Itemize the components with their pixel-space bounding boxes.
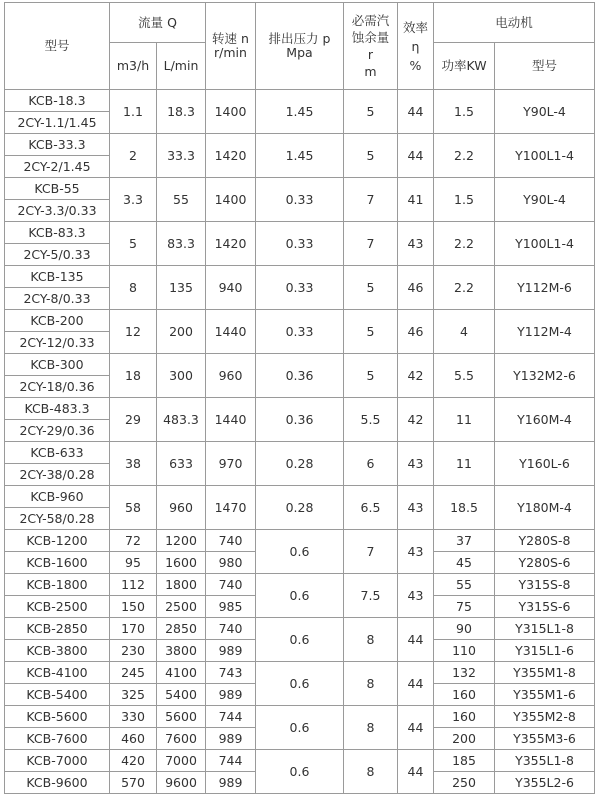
table-row [5,530,595,552]
model-cell: 2CY-2/1.45 [5,156,110,178]
table-row [5,90,595,112]
header-motor-power: 功率KW [434,43,495,90]
pressure-cell: 0.6 [256,618,344,662]
flow-m3h-cell: 29 [110,398,157,442]
model-cell: 2CY-1.1/1.45 [5,112,110,134]
flow-m3h-cell: 230 [110,640,157,662]
header-row-1 [5,3,595,43]
pressure-cell: 0.36 [256,398,344,442]
motor-power-cell: 11 [434,442,495,486]
motor-power-cell: 18.5 [434,486,495,530]
pressure-cell: 0.33 [256,222,344,266]
motor-model-cell: Y112M-6 [495,266,595,310]
model-cell: KCB-135 [5,266,110,288]
flow-m3h-cell: 5 [110,222,157,266]
motor-model-cell: Y355M1-8 [495,662,595,684]
speed-cell: 960 [206,354,256,398]
npsh-cell: 8 [344,662,398,706]
pressure-cell: 0.28 [256,486,344,530]
header-pressure [256,3,344,90]
flow-lmin-cell: 200 [157,310,206,354]
speed-cell: 744 [206,706,256,728]
model-cell: KCB-7000 [5,750,110,772]
motor-power-cell: 132 [434,662,495,684]
header-efficiency-line: η [411,38,420,54]
flow-m3h-cell: 3.3 [110,178,157,222]
flow-lmin-cell: 9600 [157,772,206,794]
flow-lmin-cell: 483.3 [157,398,206,442]
model-cell: 2CY-29/0.36 [5,420,110,442]
motor-model-cell: Y280S-8 [495,530,595,552]
table-row [5,178,595,200]
efficiency-cell: 43 [398,222,434,266]
model-cell: KCB-7600 [5,728,110,750]
model-cell: KCB-83.3 [5,222,110,244]
table-row [5,750,595,772]
motor-model-cell: Y160M-4 [495,398,595,442]
flow-m3h-cell: 72 [110,530,157,552]
motor-power-cell: 160 [434,706,495,728]
efficiency-cell: 42 [398,354,434,398]
motor-model-cell: Y315S-6 [495,596,595,618]
npsh-cell: 7 [344,222,398,266]
flow-lmin-cell: 7000 [157,750,206,772]
efficiency-cell: 44 [398,90,434,134]
flow-m3h-cell: 12 [110,310,157,354]
pressure-cell: 0.6 [256,574,344,618]
header-motor: 电动机 [434,3,595,43]
npsh-cell: 5 [344,90,398,134]
motor-model-cell: Y315L1-8 [495,618,595,640]
motor-model-cell: Y355M2-8 [495,706,595,728]
model-cell: KCB-3800 [5,640,110,662]
motor-model-cell: Y180M-4 [495,486,595,530]
header-speed [206,3,256,90]
efficiency-cell: 44 [398,618,434,662]
model-cell: KCB-200 [5,310,110,332]
motor-power-cell: 55 [434,574,495,596]
motor-power-cell: 250 [434,772,495,794]
motor-model-cell: Y355L1-8 [495,750,595,772]
npsh-cell: 7 [344,530,398,574]
model-cell: KCB-5600 [5,706,110,728]
motor-power-cell: 5.5 [434,354,495,398]
speed-cell: 1420 [206,222,256,266]
pressure-cell: 0.6 [256,530,344,574]
table-row [5,706,595,728]
flow-m3h-cell: 95 [110,552,157,574]
pressure-cell: 1.45 [256,90,344,134]
model-cell: KCB-1600 [5,552,110,574]
model-cell: KCB-633 [5,442,110,464]
model-cell: 2CY-12/0.33 [5,332,110,354]
flow-m3h-cell: 245 [110,662,157,684]
model-cell: 2CY-5/0.33 [5,244,110,266]
flow-m3h-cell: 2 [110,134,157,178]
header-npsh-line: m [364,64,377,79]
motor-power-cell: 2.2 [434,134,495,178]
flow-m3h-cell: 58 [110,486,157,530]
efficiency-cell: 46 [398,266,434,310]
table-body [5,90,595,794]
motor-model-cell: Y90L-4 [495,90,595,134]
motor-power-cell: 90 [434,618,495,640]
header-motor-model: 型号 [495,43,595,90]
speed-cell: 744 [206,750,256,772]
pressure-cell: 0.6 [256,750,344,794]
header-npsh-line: r [367,47,374,62]
speed-cell: 970 [206,442,256,486]
flow-m3h-cell: 460 [110,728,157,750]
flow-m3h-cell: 330 [110,706,157,728]
flow-lmin-cell: 3800 [157,640,206,662]
flow-lmin-cell: 55 [157,178,206,222]
flow-lmin-cell: 135 [157,266,206,310]
efficiency-cell: 44 [398,134,434,178]
header-efficiency [398,3,434,90]
table-row [5,398,595,420]
motor-power-cell: 110 [434,640,495,662]
speed-cell: 1400 [206,178,256,222]
flow-lmin-cell: 300 [157,354,206,398]
motor-model-cell: Y132M2-6 [495,354,595,398]
flow-m3h-cell: 112 [110,574,157,596]
flow-lmin-cell: 2850 [157,618,206,640]
flow-m3h-cell: 1.1 [110,90,157,134]
efficiency-cell: 44 [398,662,434,706]
flow-lmin-cell: 33.3 [157,134,206,178]
pressure-cell: 1.45 [256,134,344,178]
flow-lmin-cell: 83.3 [157,222,206,266]
npsh-cell: 7 [344,178,398,222]
motor-model-cell: Y90L-4 [495,178,595,222]
model-cell: KCB-1200 [5,530,110,552]
speed-cell: 1400 [206,90,256,134]
motor-power-cell: 4 [434,310,495,354]
flow-lmin-cell: 5600 [157,706,206,728]
speed-cell: 1470 [206,486,256,530]
flow-m3h-cell: 420 [110,750,157,772]
header-speed-line: 转速 n [212,31,249,46]
table-row [5,662,595,684]
pressure-cell: 0.28 [256,442,344,486]
motor-power-cell: 1.5 [434,178,495,222]
flow-lmin-cell: 1200 [157,530,206,552]
efficiency-cell: 44 [398,750,434,794]
efficiency-cell: 43 [398,486,434,530]
npsh-cell: 8 [344,618,398,662]
header-npsh-line: 蚀余量 [351,30,390,45]
motor-model-cell: Y355M1-6 [495,684,595,706]
flow-lmin-cell: 2500 [157,596,206,618]
efficiency-cell: 43 [398,530,434,574]
npsh-cell: 5.5 [344,398,398,442]
model-cell: KCB-33.3 [5,134,110,156]
motor-power-cell: 37 [434,530,495,552]
model-cell: KCB-483.3 [5,398,110,420]
motor-power-cell: 185 [434,750,495,772]
npsh-cell: 5 [344,354,398,398]
header-flow-lmin: L/min [157,43,206,90]
header-npsh [344,3,398,90]
pressure-cell: 0.33 [256,266,344,310]
flow-lmin-cell: 7600 [157,728,206,750]
npsh-cell: 5 [344,266,398,310]
speed-cell: 989 [206,684,256,706]
efficiency-cell: 44 [398,706,434,750]
model-cell: KCB-5400 [5,684,110,706]
model-cell: KCB-960 [5,486,110,508]
table-row [5,442,595,464]
flow-m3h-cell: 38 [110,442,157,486]
flow-m3h-cell: 325 [110,684,157,706]
header-flow: 流量 Q [110,3,206,43]
speed-cell: 740 [206,530,256,552]
model-cell: KCB-4100 [5,662,110,684]
pump-spec-table [4,2,595,794]
pressure-cell: 0.33 [256,178,344,222]
flow-lmin-cell: 5400 [157,684,206,706]
flow-m3h-cell: 170 [110,618,157,640]
header-flow-m3h: m3/h [110,43,157,90]
efficiency-cell: 41 [398,178,434,222]
model-cell: KCB-55 [5,178,110,200]
npsh-cell: 6 [344,442,398,486]
table-row [5,354,595,376]
model-cell: KCB-2850 [5,618,110,640]
flow-lmin-cell: 633 [157,442,206,486]
speed-cell: 1420 [206,134,256,178]
speed-cell: 985 [206,596,256,618]
flow-lmin-cell: 4100 [157,662,206,684]
header-pressure-line: Mpa [286,45,313,60]
efficiency-cell: 46 [398,310,434,354]
motor-power-cell: 2.2 [434,222,495,266]
model-cell: 2CY-58/0.28 [5,508,110,530]
pressure-cell: 0.36 [256,354,344,398]
speed-cell: 1440 [206,398,256,442]
npsh-cell: 8 [344,750,398,794]
motor-power-cell: 11 [434,398,495,442]
motor-model-cell: Y355L2-6 [495,772,595,794]
header-efficiency-line: % [409,57,422,73]
speed-cell: 989 [206,728,256,750]
speed-cell: 740 [206,618,256,640]
header-model: 型号 [5,3,110,90]
model-cell: 2CY-8/0.33 [5,288,110,310]
motor-power-cell: 2.2 [434,266,495,310]
motor-power-cell: 1.5 [434,90,495,134]
flow-m3h-cell: 570 [110,772,157,794]
motor-power-cell: 160 [434,684,495,706]
speed-cell: 1440 [206,310,256,354]
motor-model-cell: Y100L1-4 [495,222,595,266]
table-row [5,266,595,288]
speed-cell: 940 [206,266,256,310]
model-cell: KCB-18.3 [5,90,110,112]
efficiency-cell: 43 [398,442,434,486]
header-pressure-line: 排出压力 p [268,31,331,46]
model-cell: 2CY-18/0.36 [5,376,110,398]
speed-cell: 989 [206,640,256,662]
speed-cell: 740 [206,574,256,596]
efficiency-cell: 43 [398,574,434,618]
speed-cell: 743 [206,662,256,684]
model-cell: 2CY-38/0.28 [5,464,110,486]
table-row [5,310,595,332]
motor-model-cell: Y315L1-6 [495,640,595,662]
flow-lmin-cell: 1600 [157,552,206,574]
motor-power-cell: 75 [434,596,495,618]
table-row [5,222,595,244]
table-row [5,574,595,596]
flow-m3h-cell: 150 [110,596,157,618]
motor-model-cell: Y112M-4 [495,310,595,354]
pressure-cell: 0.6 [256,662,344,706]
table-row [5,134,595,156]
pressure-cell: 0.33 [256,310,344,354]
model-cell: KCB-1800 [5,574,110,596]
motor-model-cell: Y160L-6 [495,442,595,486]
efficiency-cell: 42 [398,398,434,442]
model-cell: KCB-2500 [5,596,110,618]
motor-model-cell: Y315S-8 [495,574,595,596]
npsh-cell: 6.5 [344,486,398,530]
flow-m3h-cell: 8 [110,266,157,310]
table-row [5,618,595,640]
header-speed-line: r/min [214,45,247,60]
npsh-cell: 5 [344,134,398,178]
model-cell: KCB-300 [5,354,110,376]
model-cell: KCB-9600 [5,772,110,794]
header-efficiency-line: 效率 [402,19,428,35]
header-npsh-line: 必需汽 [351,13,390,28]
flow-m3h-cell: 18 [110,354,157,398]
model-cell: 2CY-3.3/0.33 [5,200,110,222]
speed-cell: 989 [206,772,256,794]
motor-model-cell: Y355M3-6 [495,728,595,750]
npsh-cell: 7.5 [344,574,398,618]
flow-lmin-cell: 18.3 [157,90,206,134]
table-row [5,486,595,508]
motor-model-cell: Y100L1-4 [495,134,595,178]
speed-cell: 980 [206,552,256,574]
npsh-cell: 8 [344,706,398,750]
motor-power-cell: 200 [434,728,495,750]
npsh-cell: 5 [344,310,398,354]
motor-model-cell: Y280S-6 [495,552,595,574]
motor-power-cell: 45 [434,552,495,574]
flow-lmin-cell: 1800 [157,574,206,596]
pressure-cell: 0.6 [256,706,344,750]
flow-lmin-cell: 960 [157,486,206,530]
